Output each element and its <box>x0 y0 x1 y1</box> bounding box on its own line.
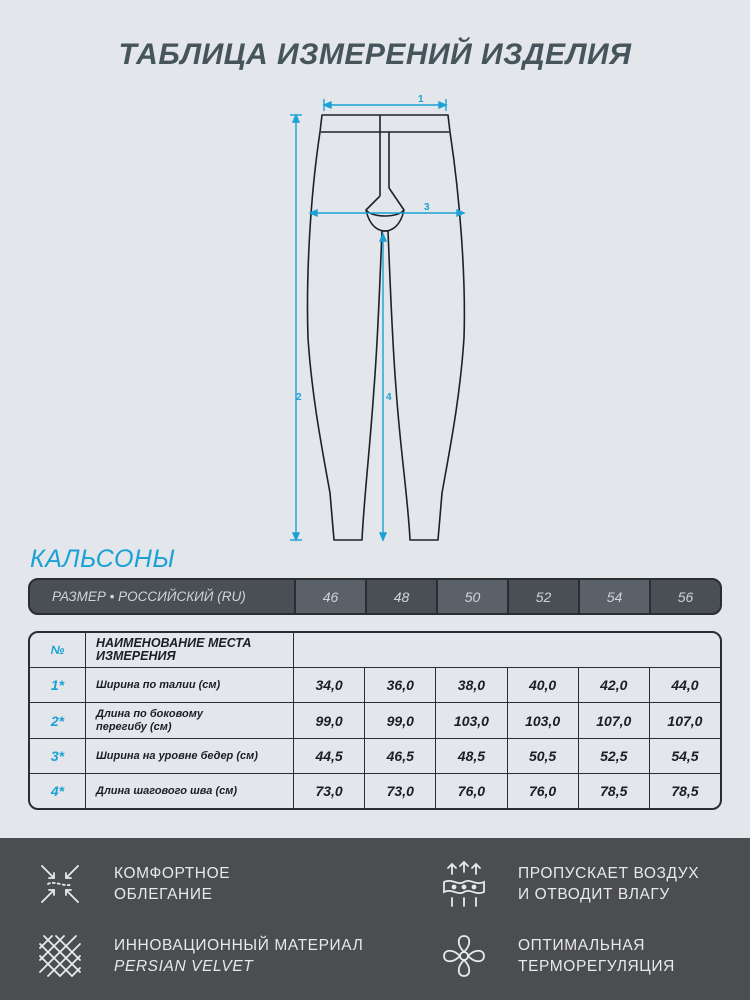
feature-thermoregulation-line2: ТЕРМОРЕГУЛЯЦИЯ <box>518 958 675 975</box>
cell-value: 103,0 <box>436 703 507 738</box>
cell-value: 48,5 <box>436 739 507 773</box>
cell-value: 38,0 <box>436 668 507 702</box>
cell-value: 54,5 <box>671 748 699 764</box>
feature-comfort-fit-line1: КОМФОРТНОЕ <box>114 865 231 882</box>
cell-value: 46,5 <box>365 739 436 773</box>
cell-value: 78,5 <box>579 774 650 808</box>
size-48: 48 <box>365 580 436 613</box>
size-54: 54 <box>578 580 649 613</box>
feature-material-line1: ИННОВАЦИОННЫЙ МАТЕРИАЛ <box>114 937 364 954</box>
thermoregulation-icon <box>438 930 490 982</box>
row-number: 3* <box>30 739 86 773</box>
feature-material <box>34 930 363 982</box>
feature-comfort-fit-line2: ОБЛЕГАНИЕ <box>114 886 213 903</box>
cell-value: 103,0 <box>508 703 579 738</box>
cell-value: 34,0 <box>294 668 365 702</box>
size-header-bar <box>28 578 722 615</box>
cell-value: 76,0 <box>508 774 579 808</box>
table-row <box>30 667 720 702</box>
table-row <box>30 773 720 808</box>
feature-breathable <box>438 858 699 910</box>
cell-value: 73,0 <box>365 774 436 808</box>
row-number: 1* <box>30 668 86 702</box>
measurement-table <box>28 631 722 810</box>
col-number-header: № <box>30 633 86 667</box>
row-number: 4* <box>30 774 86 808</box>
breathable-icon <box>438 858 490 910</box>
size-56: 56 <box>649 580 720 613</box>
size-52: 52 <box>507 580 578 613</box>
row-number: 2* <box>30 703 86 738</box>
cell-value: 99,0 <box>294 703 365 738</box>
comfort-fit-icon <box>34 858 86 910</box>
table-row <box>30 702 720 738</box>
cell-value: 44,0 <box>671 677 699 693</box>
size-50: 50 <box>436 580 507 613</box>
diagram-label-4: 4 <box>386 392 392 403</box>
col-name-header <box>86 633 294 667</box>
cell-value: 52,5 <box>579 739 650 773</box>
diagram-label-2: 2 <box>296 392 302 403</box>
col-name-header-line2: ИЗМЕРЕНИЯ <box>96 649 176 663</box>
table-header-row <box>30 633 720 667</box>
feature-thermoregulation <box>438 930 675 982</box>
feature-material-line2: PERSIAN VELVET <box>114 958 254 975</box>
cell-value: 99,0 <box>365 703 436 738</box>
cell-value: 40,0 <box>508 668 579 702</box>
cell-value: 107,0 <box>667 712 703 729</box>
size-header-label: РАЗМЕР • РОССИЙСКИЙ (RU) <box>52 589 246 604</box>
feature-thermoregulation-line1: ОПТИМАЛЬНАЯ <box>518 937 646 954</box>
page-title: ТАБЛИЦА ИЗМЕРЕНИЙ ИЗДЕЛИЯ <box>118 38 632 71</box>
fabric-weave-icon <box>34 930 86 982</box>
feature-breathable-line2: И ОТВОДИТ ВЛАГУ <box>518 886 670 903</box>
cell-value: 73,0 <box>294 774 365 808</box>
feature-comfort-fit <box>34 858 230 910</box>
cell-value: 50,5 <box>508 739 579 773</box>
cell-value: 42,0 <box>579 668 650 702</box>
diagram-label-3: 3 <box>424 202 430 213</box>
diagram-label-1: 1 <box>418 94 424 105</box>
cell-value: 78,5 <box>671 783 699 799</box>
table-row <box>30 738 720 773</box>
row-name: Ширина по талии (см) <box>86 668 294 702</box>
col-name-header-line1: НАИМЕНОВАНИЕ МЕСТА <box>96 636 252 650</box>
cell-value: 76,0 <box>436 774 507 808</box>
row-name: Длина по боковому перегибу (см) <box>86 703 294 738</box>
cell-value: 44,5 <box>294 739 365 773</box>
cell-value: 107,0 <box>579 703 650 738</box>
features-panel <box>0 838 750 1000</box>
product-name: КАЛЬСОНЫ <box>30 545 176 573</box>
leggings-outline <box>308 115 465 540</box>
row-name: Ширина на уровне бедер (см) <box>86 739 294 773</box>
row-name: Длина шагового шва (см) <box>86 774 294 808</box>
feature-breathable-line1: ПРОПУСКАЕТ ВОЗДУХ <box>518 865 700 882</box>
size-46: 46 <box>294 580 365 613</box>
measurement-diagram <box>270 88 490 548</box>
cell-value: 36,0 <box>365 668 436 702</box>
